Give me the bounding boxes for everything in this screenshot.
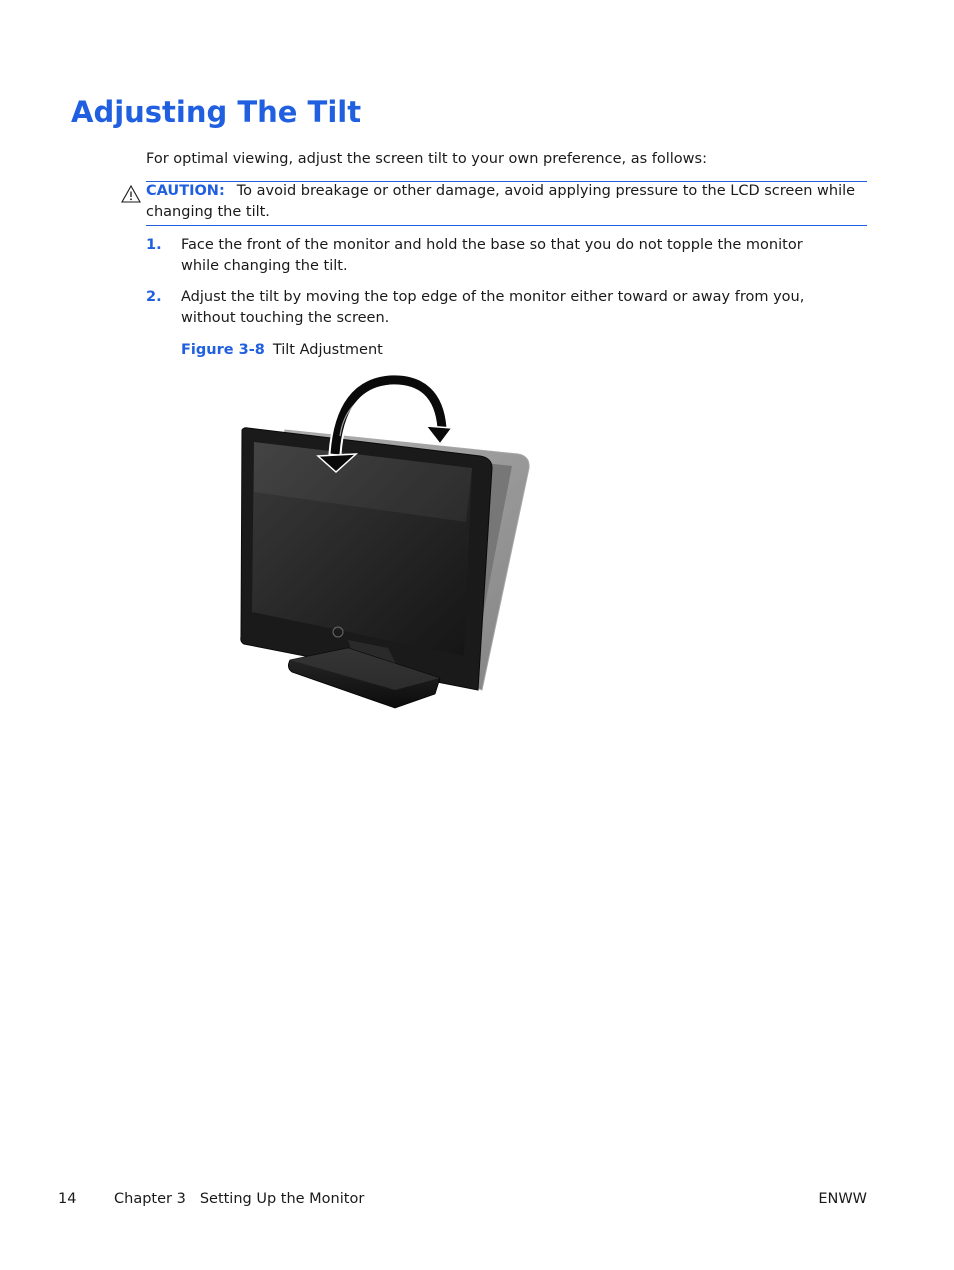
caution-label: CAUTION: (146, 183, 225, 199)
footer-chapter-number: Chapter 3 (114, 1191, 186, 1207)
caution-note (146, 181, 866, 223)
footer-chapter (114, 1189, 364, 1210)
figure-label: Figure 3-8 (181, 342, 265, 358)
figure-caption (181, 340, 383, 361)
footer-chapter-title: Setting Up the Monitor (199, 1191, 365, 1207)
step-number: 2. (146, 289, 162, 305)
step-number: 1. (146, 237, 162, 253)
step-text: Adjust the tilt by moving the top edge of the monitor either toward or away from you, without touching the screen. (181, 289, 805, 326)
intro-paragraph: For optimal viewing, adjust the screen tilt to your own preference, as follows: (146, 151, 707, 167)
warning-triangle-icon (121, 184, 141, 204)
figure-title: Tilt Adjustment (272, 342, 383, 358)
page-title: Adjusting The Tilt (71, 95, 362, 129)
tilt-adjustment-illustration (230, 372, 540, 717)
footer-page-number: 14 (58, 1191, 77, 1207)
step-text: Face the front of the monitor and hold the base so that you do not topple the monitor while changing the tilt. (181, 237, 803, 274)
caution-text: To avoid breakage or other damage, avoid applying pressure to the LCD screen while changing the tilt. (146, 183, 856, 220)
footer-doc-code: ENWW (818, 1191, 867, 1207)
